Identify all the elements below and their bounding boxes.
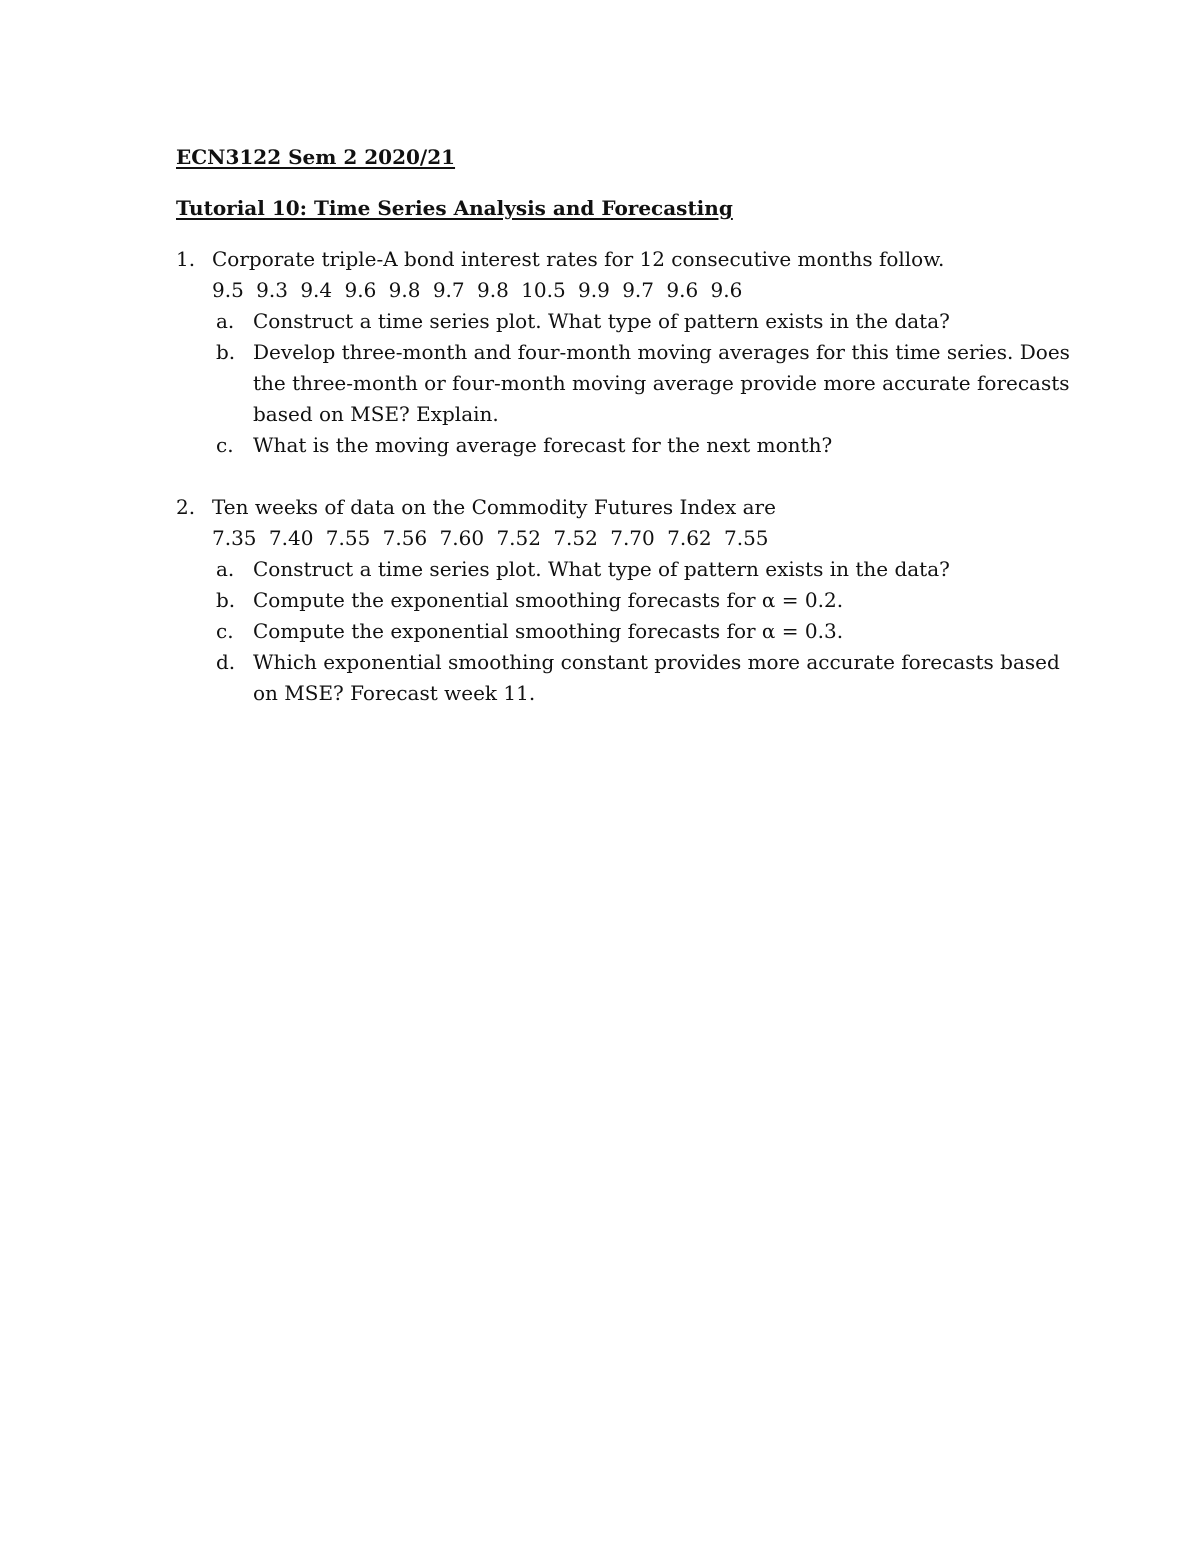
- part-letter: c.: [216, 433, 234, 457]
- part-text: Construct a time series plot. What type of pattern exists in the data?: [253, 557, 950, 581]
- question-2-part-c: [216, 616, 1076, 647]
- part-text: Develop three-month and four-month moving averages for this time series. Does the three-month or four-month moving average provide more accurate forecasts based on MSE? Explain.: [253, 340, 1070, 426]
- part-letter: a.: [216, 309, 235, 333]
- question-1: [176, 244, 1076, 461]
- document-body: [176, 142, 1076, 709]
- part-text: Construct a time series plot. What type of pattern exists in the data?: [253, 309, 950, 333]
- question-2-parts: [216, 554, 1076, 709]
- question-1-stem: [176, 244, 1076, 275]
- part-text: What is the moving average forecast for the next month?: [253, 433, 833, 457]
- question-2-part-b: [216, 585, 1076, 616]
- question-number: 1.: [176, 247, 196, 271]
- question-text: Corporate triple-A bond interest rates for 12 consecutive months follow.: [212, 247, 945, 271]
- question-2: [176, 492, 1076, 709]
- tutorial-title: Tutorial 10: Time Series Analysis and Forecasting: [176, 196, 733, 220]
- course-title: ECN3122 Sem 2 2020/21: [176, 145, 456, 169]
- question-1-parts: [216, 306, 1076, 461]
- part-text: Which exponential smoothing constant provides more accurate forecasts based on MSE? Forecast week 11.: [253, 650, 1060, 705]
- part-letter: a.: [216, 557, 235, 581]
- question-number: 2.: [176, 495, 196, 519]
- part-letter: b.: [216, 588, 236, 612]
- question-text: Ten weeks of data on the Commodity Futures Index are: [212, 495, 776, 519]
- part-letter: b.: [216, 340, 236, 364]
- question-1-data: 9.5 9.3 9.4 9.6 9.8 9.7 9.8 10.5 9.9 9.7 9.6 9.6: [212, 278, 743, 302]
- question-2-stem: [176, 492, 1076, 523]
- question-1-part-c: [216, 430, 1076, 461]
- question-2-part-d: [216, 647, 1076, 709]
- part-letter: c.: [216, 619, 234, 643]
- question-1-part-b: [216, 337, 1076, 430]
- part-letter: d.: [216, 650, 236, 674]
- part-text: Compute the exponential smoothing forecasts for α = 0.3.: [253, 619, 844, 643]
- question-2-data: 7.35 7.40 7.55 7.56 7.60 7.52 7.52 7.70 7.62 7.55: [212, 526, 769, 550]
- question-2-part-a: [216, 554, 1076, 585]
- part-text: Compute the exponential smoothing forecasts for α = 0.2.: [253, 588, 844, 612]
- question-1-part-a: [216, 306, 1076, 337]
